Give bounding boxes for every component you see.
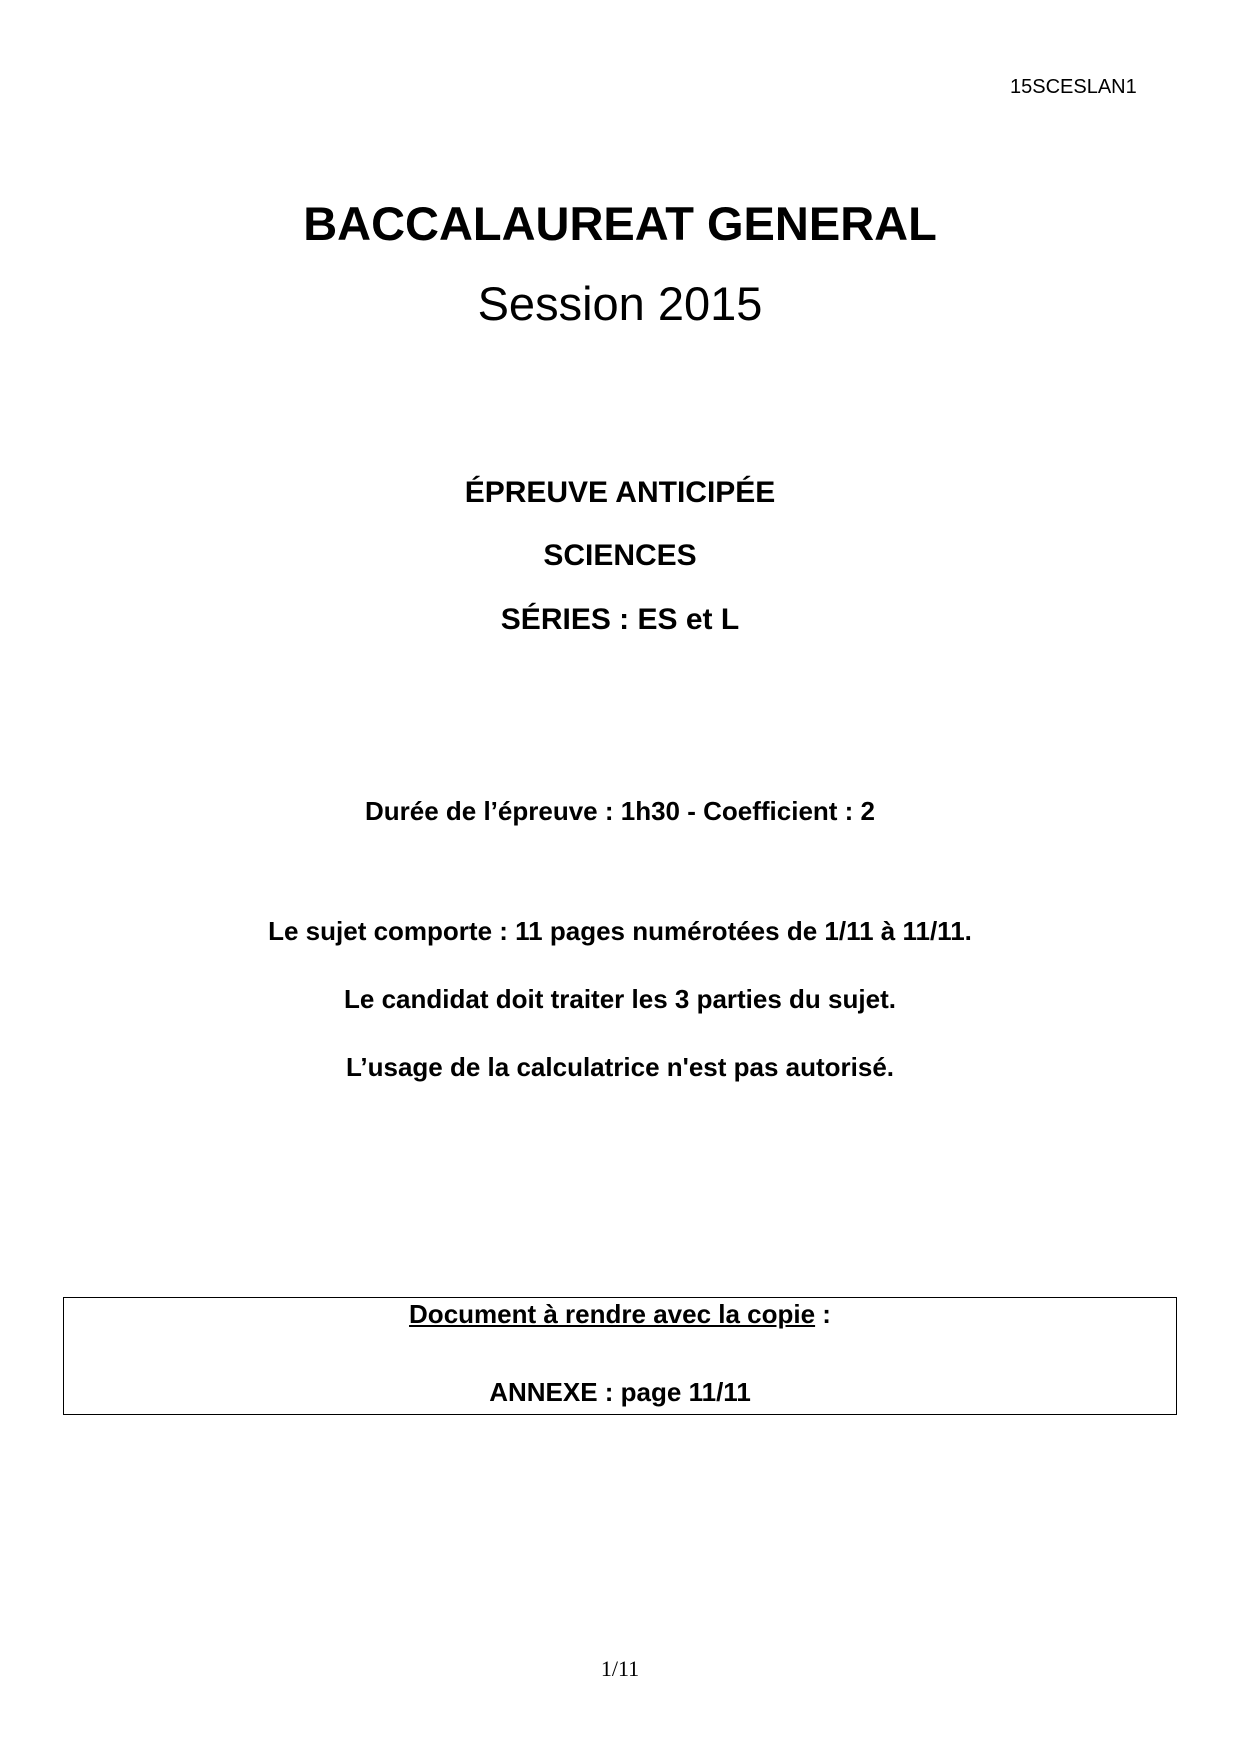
- exam-subject: SCIENCES: [543, 539, 697, 572]
- annex-heading-suffix: :: [815, 1299, 831, 1329]
- session-year: Session 2015: [477, 277, 763, 330]
- calculator-note: L’usage de la calculatrice n'est pas autorisé.: [345, 1052, 895, 1082]
- annex-box-heading: [0, 1299, 1240, 1330]
- exam-type: ÉPREUVE ANTICIPÉE: [464, 476, 776, 509]
- annex-page-reference: ANNEXE : page 11/11: [489, 1377, 751, 1407]
- page-title: BACCALAUREAT GENERAL: [303, 197, 937, 250]
- page-count-note: Le sujet comporte : 11 pages numérotées de 1/11 à 11/11.: [268, 916, 972, 946]
- annex-heading-text: Document à rendre avec la copie: [409, 1299, 816, 1329]
- document-code: 15SCESLAN1: [1010, 76, 1137, 98]
- instructions-note: Le candidat doit traiter les 3 parties du sujet.: [344, 984, 896, 1014]
- exam-duration: Durée de l’épreuve : 1h30 - Coefficient : 2: [364, 796, 876, 826]
- page-number: 1/11: [600, 1656, 640, 1681]
- exam-series: SÉRIES : ES et L: [500, 603, 740, 636]
